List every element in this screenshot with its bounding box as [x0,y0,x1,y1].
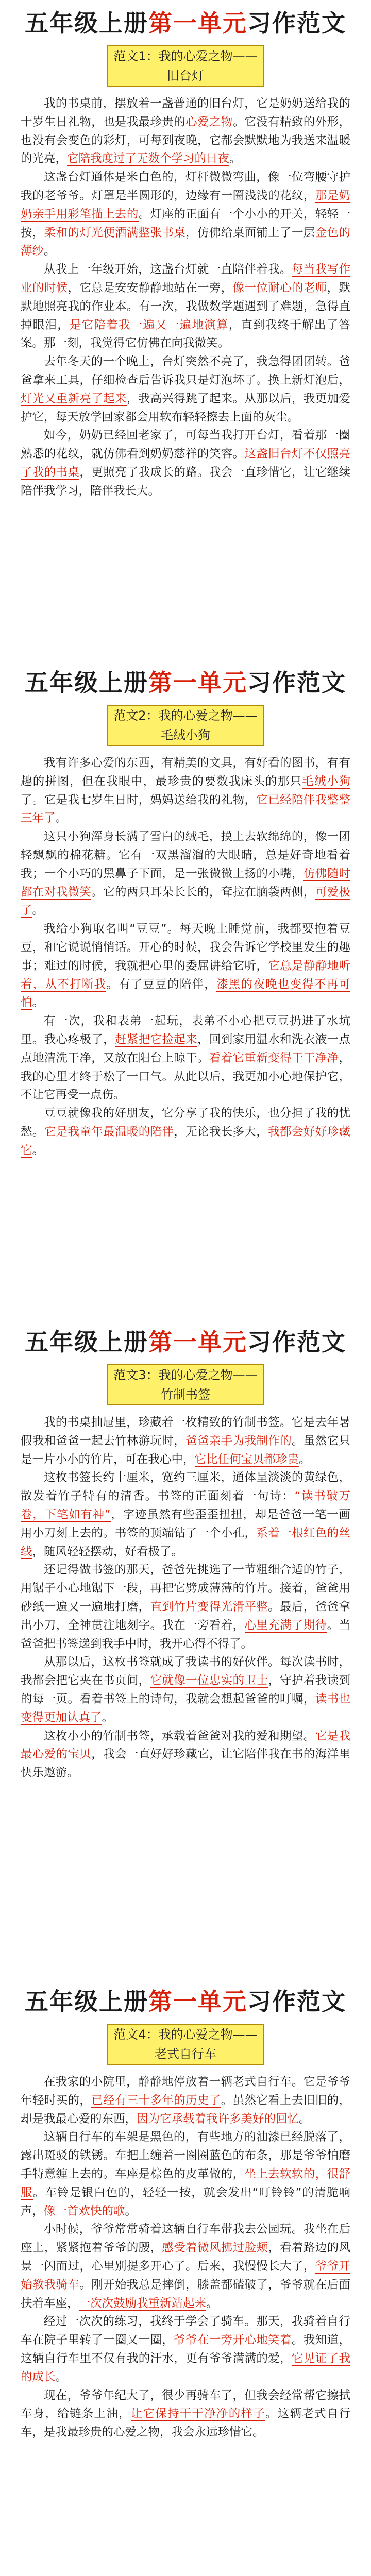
title-title-black: 五年级上册 [25,669,148,697]
title-title-black: 五年级上册 [25,9,148,37]
text-run: 。 [32,996,44,1010]
highlighted-phrase: 已经有三十多年的历史了 [91,2093,221,2107]
highlighted-phrase: 它见证了我的成长 [21,2351,350,2384]
text-run: 。 [299,1452,311,1466]
text-run: 。 [44,244,56,258]
text-run: 。刚开始我总是摔倒，膝盖都磕破了，爷爷就在后面扶着车座， [21,2278,350,2310]
text-run: ，我会一直好好珍藏它，让它陪伴我在书的海洋里快乐遨游。 [21,1748,350,1780]
highlighted-phrase: 爷爷在一旁开心地笑着 [174,2333,292,2347]
highlighted-phrase: 心里充满了期待 [244,1618,327,1632]
title-title-tail: 习作范文 [247,9,346,37]
text-run: 。 [102,1710,114,1724]
text-run: 我的书桌前，摆放着一盏普通的旧台灯，它是奶奶送给我的十岁生日礼物，也是我最珍贵的 [21,97,350,129]
highlighted-phrase: 漆黑的夜晚也变得不再可怕 [21,977,350,1010]
text-run: 。车铃是银白色的，轻轻一按，就会发出“叮铃铃”的清脆响声， [21,2185,350,2218]
highlighted-phrase: 它陪我度过了无数个学习的日夜 [67,152,230,166]
title-title-black: 五年级上册 [25,1988,148,2015]
essay-paragraph [21,1105,350,1160]
highlighted-phrase: 看着它重新变得干干净净 [209,1051,339,1065]
text-run: 现在，爷爷年纪大了，很少再骑车了，但我会经常帮它擦拭车身，给链条上油， [21,2388,350,2421]
text-run: 从我上一年级开始，这盏台灯就一直陪伴着我。 [44,263,292,277]
text-run: ，它总是安安静静地站在一旁， [68,281,233,295]
essay-paragraph [21,168,350,261]
essay-paragraph [21,2128,350,2221]
essay-sheet [0,1319,371,1978]
text-run: 。 [299,2112,311,2126]
text-run: 还记得做书签的那天，爸爸先挑选了一节粗细合适的竹子，用锯子小心地锯下一段，再把它劈成薄薄的竹片。接着，爸爸用砂纸一遍又一遍地打磨， [21,1563,350,1614]
highlighted-phrase: 读书也变得更加认真了 [21,1692,350,1724]
text-run: ，无论我长多大， [174,1125,268,1139]
essay-sheet [0,659,371,1319]
text-run: 这枚书签长约十厘米，宽约三厘米，通体呈淡淡的黄绿色，散发着竹子特有的清香。书签的正面刻着一句诗： [21,1471,350,1503]
text-run: 。虽然它看上去旧旧的，却是我最心爱的东西， [21,2093,350,2126]
text-run: 。它没有精致的外形，也没有会变色的彩灯，可每到夜晚，它都会默默地为我送来温暖的光亮， [21,115,350,166]
text-run: 。这辆老式自行车，是我最珍贵的心爱之物，我会永远珍惜它。 [21,2407,350,2439]
essay-paragraph [21,427,350,500]
text-run: ，仿佛给桌面铺上了一层 [185,226,315,240]
highlighted-phrase: 金色的薄纱 [21,226,350,258]
essay-title [21,1986,350,2018]
highlighted-phrase: 感受着微风拂过脸颊 [162,2241,268,2255]
highlighted-phrase: 爸爸亲手为我制作的 [185,1434,292,1448]
highlighted-phrase: 让它保持干干净净的样子 [130,2407,265,2421]
title-title-tail: 习作范文 [247,669,346,697]
text-run: 这只小狗浑身长满了雪白的绒毛，摸上去软绵绵的，像一团轻飘飘的棉花糖。它有一双黑溜溜的大眼睛，总是好奇地看着我；一个小巧的黑鼻子下面，是一张微微上扬的小嘴， [21,830,350,880]
title-title-tail: 习作范文 [247,1988,346,2015]
highlighted-phrase: 因为它承载着我许多美好的回忆 [137,2112,299,2126]
text-run: ，随风轻轻摆动，好看极了。 [32,1545,183,1558]
essay-paragraph [21,754,350,828]
essay-paragraph [21,1414,350,1469]
essay-paragraph [21,95,350,168]
highlighted-phrase: 灯光又重新亮了起来 [21,392,127,405]
text-run: 从那以后，这枚书签就成了我读书的好伙伴。每次读书时，我都会把它夹在书页间， [21,1655,350,1688]
text-run: 。有了豆豆的陪伴， [106,977,216,991]
text-run: 。它的两只耳朵长长的，耷拉在脑袋两侧， [91,885,315,899]
highlighted-phrase: 赶紧把它捡起来 [114,1032,198,1046]
highlighted-phrase: 像一位耐心的老师 [232,281,327,295]
text-run: ，看着路边的风景一闪而过，心里别提多开心了。后来，我慢慢长大了， [21,2241,350,2273]
highlighted-phrase: 这盏旧台灯不仅照亮了我的书桌 [21,447,350,479]
text-run: ，守护着我读到的每一页。看着书签上的诗句，我就会想起爸爸的叮嘱， [21,1674,350,1706]
text-run: 如今，奶奶已经回老家了，可每当我打开台灯，看着那一圈熟悉的花纹，就仿佛看到奶奶慈祥的笑容。 [21,429,350,461]
text-run: 我的书桌抽屉里，珍藏着一枚精致的竹制书签。它是去年暑假我和爸爸一起去竹林游玩时， [21,1416,350,1448]
essay-sheet [0,0,371,659]
highlighted-phrase: 仿佛随时都在对我微笑 [21,867,350,899]
highlighted-phrase: 是它陪着我一遍又一遍地演算 [70,318,229,332]
essay-paragraph [21,2313,350,2386]
highlighted-phrase: 我都会好好珍藏它 [21,1125,350,1157]
essay-paragraph [21,1653,350,1727]
essay-title [21,7,350,39]
text-run: 去年冬天的一个晚上，台灯突然不亮了，我急得团团转。爸爸拿来工具，仔细检查后告诉我只是灯泡坏了。换上新灯泡后， [21,355,350,387]
text-run: 我给小狗取名叫“豆豆”。每天晚上睡觉前，我都要抱着豆豆，和它说说悄悄话。开心的时候，我会告诉它学校里发生的趣事；难过的时候，我就把心里的委屈讲给它听， [21,922,350,973]
essay-paragraph [21,920,350,1012]
essay-sheet [0,1978,371,2576]
title-title-tail: 习作范文 [247,1328,346,1356]
title-title-black: 五年级上册 [25,1328,148,1356]
highlighted-phrase: 像一首欢快的歌 [44,2204,125,2218]
essay-title [21,1326,350,1358]
highlighted-phrase: 心爱之物 [185,115,233,129]
essay-paragraph [21,1727,350,1783]
highlighted-phrase: “读书破万卷，下笔如有神” [21,1489,350,1521]
text-run: 。 [32,904,44,918]
text-run: ，我的心里才终于松了一口气。从此以后，我更加小心地保护它，不让它再受一点伤。 [21,1051,350,1102]
highlighted-phrase: 它就像一位忠实的卫士 [150,1674,268,1688]
text-run: ，回到家用温水和洗衣液一点点地清洗干净，又放在阳台上晾干。 [21,1032,350,1065]
essay-paragraph [21,1469,350,1561]
text-run: 经过一次次的练习，我终于学会了骑车。那天，我骑着自行车在院子里转了一圈又一圈， [21,2315,350,2347]
highlighted-phrase: 可爱极了 [21,885,350,918]
text-run: 在我家的小院里，静静地停放着一辆老式自行车。它是爷爷年轻时买的， [21,2075,350,2107]
text-run: 。 [55,811,68,825]
text-run: 小时候，爷爷常常骑着这辆自行车带我去公园玩。我坐在后座上，紧紧抱着爷爷的腰， [21,2223,350,2255]
highlighted-phrase: 每当我写作业的时候 [21,263,350,295]
highlighted-phrase: 它比任何宝贝都珍贵 [194,1452,299,1466]
highlighted-phrase: 柔和的灯光便洒满整张书桌 [44,226,186,240]
text-run: 我有许多心爱的东西，有精美的文具，有好看的图书，有有趣的拼图，但在我眼中，最珍贵的要数我床头的那只 [21,756,350,788]
essay-title [21,667,350,699]
text-run: ，直到我终于解出了答案。那一刻，我觉得它仿佛在向我微笑。 [21,318,350,350]
title-title-red: 第一单元 [148,9,247,37]
text-run: ，更照亮了我成长的路。我会一直珍惜它，让它继续陪伴我学习，陪伴我长大。 [21,465,350,498]
text-run: 。 [55,2370,68,2384]
text-run: ，我高兴得跳了起来。从那以后，我更加爱护它，每天放学回家都会用软布轻轻擦去上面的灰尘。 [21,392,350,424]
text-run: 豆豆就像我的好朋友，它分享了我的快乐，也分担了我的忧愁。 [21,1107,350,1139]
essay-banner: 范文2：我的心爱之物——毛绒小狗 [107,705,264,746]
text-run: 这枚小小的竹制书签，承载着爸爸对我的爱和期望。 [44,1729,315,1743]
title-title-red: 第一单元 [148,1988,247,2015]
text-run: 。 [125,2204,137,2218]
essay-banner: 范文4：我的心爱之物——老式自行车 [107,2024,264,2065]
highlighted-phrase: 毛绒小狗 [302,774,350,788]
text-run: 这盏台灯通体是米白色的，灯杆微微弯曲，像一位弯腰守护我的老爷爷。灯罩是半圆形的，边缘有一圈浅浅的花纹， [21,171,350,202]
highlighted-phrase: 它是我最心爱的宝贝 [21,1729,350,1761]
highlighted-phrase: 系着一根红色的丝线 [21,1526,350,1558]
text-run: 。 [206,2296,218,2310]
essay-paragraph [21,2221,350,2313]
text-run: ，字迹虽然有些歪歪扭扭，却是爸爸一笔一画用小刀刻上去的。书签的顶端钻了一个小孔， [21,1507,350,1540]
highlighted-phrase: 它已经陪伴我整整三年了 [21,793,350,825]
highlighted-phrase: 它总是静静地听着，从不打断我 [21,959,350,991]
essay-paragraph [21,828,350,920]
essay-banner: 范文3：我的心爱之物——竹制书签 [107,1364,264,1405]
text-run: 。最后，爸爸拿出小刀，全神贯注地刻字。我在一旁看着， [21,1600,350,1632]
text-run: 。 [32,1143,44,1157]
highlighted-phrase: 直到竹片变得光滑平整 [150,1600,268,1614]
essay-paragraph [21,1012,350,1105]
text-run: 。灯座的正面有一个小小的开关，轻轻一按， [21,207,350,240]
highlighted-phrase: 那是奶奶亲手用彩笔描上去的 [21,189,350,221]
essay-paragraph [21,2387,350,2442]
highlighted-phrase: 坐上去软软的，很舒服 [21,2167,350,2199]
text-run: 。我知道，这辆自行车里不仅有我的汗水，更有爷爷满满的爱， [21,2333,350,2365]
essay-paragraph [21,1561,350,1653]
text-run: ，默默地照亮我的作业本。有一次，我做数学题遇到了难题，急得直掉眼泪， [21,281,350,332]
highlighted-phrase: 它是我童年最温暖的陪伴 [44,1125,174,1139]
title-title-red: 第一单元 [148,1328,247,1356]
title-title-red: 第一单元 [148,669,247,697]
text-run: 。当爸爸把书签递到我手中时，我开心得不得了。 [21,1618,350,1651]
essay-paragraph [21,261,350,353]
highlighted-phrase: 爷爷开始教我骑车 [21,2259,350,2292]
text-run: 。 [229,152,241,166]
text-run: 了。它是我七岁生日时，妈妈送给我的礼物， [21,793,257,807]
essay-banner: 范文1：我的心爱之物——旧台灯 [107,45,264,87]
essay-paragraph [21,2073,350,2128]
essay-paragraph [21,353,350,427]
text-run: 这辆自行车的车架是黑色的，有些地方的油漆已经脱落了，露出斑驳的铁锈。车把上缠着一圈圈蓝色的布条，那是爷爷怕磨手特意缠上去的。车座是棕色的皮革做的， [21,2130,350,2181]
highlighted-phrase: 一次次鼓励我重新站起来 [78,2296,207,2310]
text-run: 。虽然它只是一片小小的竹片，可在我心中， [21,1434,350,1466]
text-run: 有一次，我和表弟一起玩，表弟不小心把豆豆扔进了水坑里。我心疼极了， [21,1014,350,1046]
